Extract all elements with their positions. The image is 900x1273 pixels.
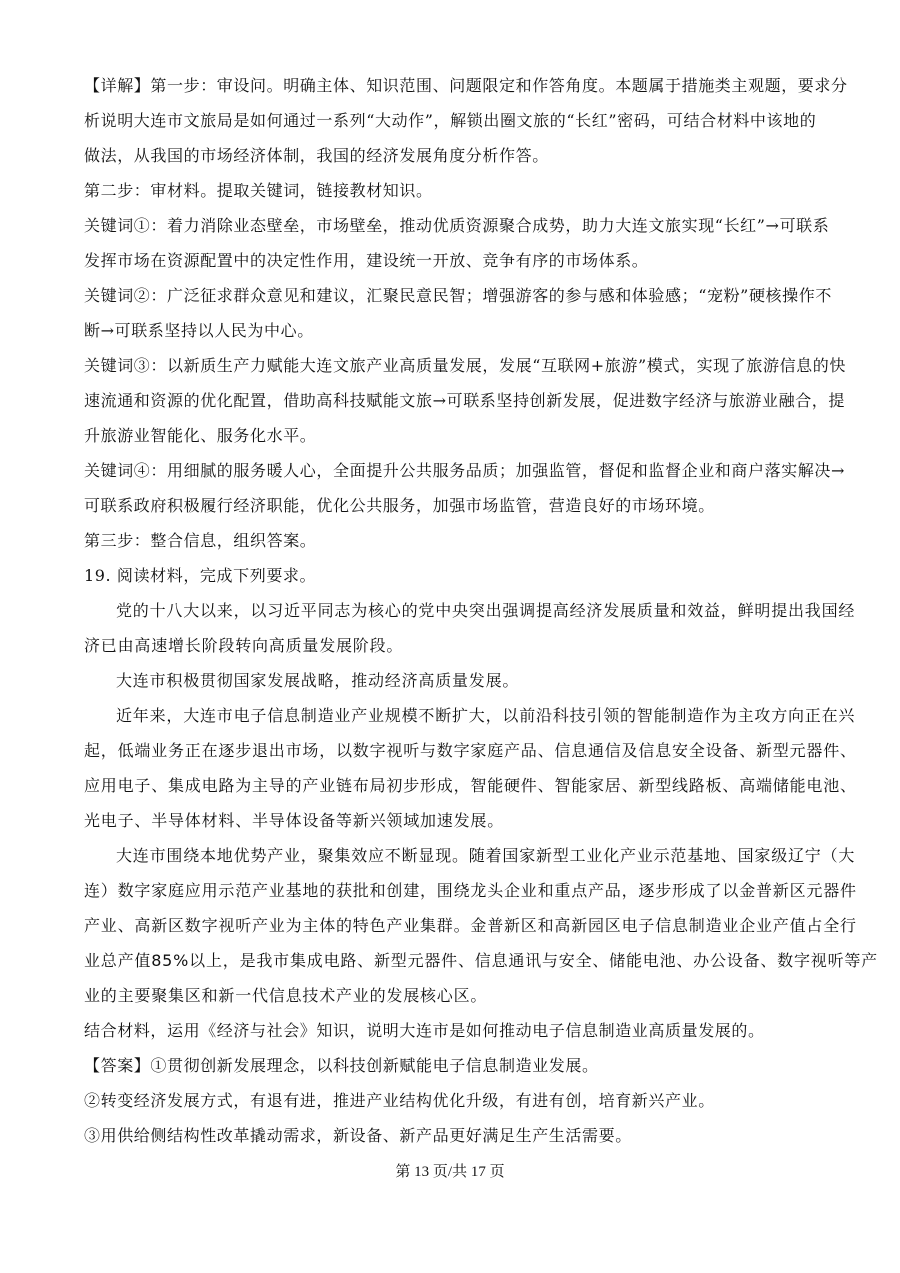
material-section bbox=[84, 593, 878, 1013]
material-line: 业总产值85%以上，是我市集成电路、新型元器件、信息通讯与安全、储能电池、办公设备、数字视听等产 bbox=[84, 951, 878, 970]
text-line: 发挥市场在资源配置中的决定性作用，建设统一开放、竞争有序的市场体系。 bbox=[84, 251, 649, 270]
text-line: 关键词①：着力消除业态壁垒，市场壁垒，推动优质资源聚合成势，助力大连文旅实现“长红”→可联系 bbox=[84, 216, 830, 235]
keyword-4-section bbox=[84, 453, 846, 593]
material-line: 光电子、半导体材料、半导体设备等新兴领域加速发展。 bbox=[84, 811, 505, 830]
material-line: 近年来，大连市电子信息制造业产业规模不断扩大，以前沿科技引领的智能制造作为主攻方向正在兴 bbox=[116, 706, 856, 725]
answer-line: 【答案】①贯彻创新发展理念，以科技创新赋能电子信息制造业发展。 bbox=[84, 1056, 599, 1075]
material-line: 应用电子、集成电路为主导的产业链布局初步形成，智能硬件、智能家居、新型线路板、高端储能电池、 bbox=[84, 776, 857, 795]
text-line: 可联系政府积极履行经济职能，优化公共服务，加强市场监管，营造良好的市场环境。 bbox=[84, 496, 715, 515]
material-line: 产业、高新区数字视听产业为主体的特色产业集群。金普新区和高新园区电子信息制造业企业产值占全行 bbox=[84, 916, 857, 935]
keyword-3-section bbox=[84, 348, 846, 453]
text-line: 析说明大连市文旅局是如何通过一系列“大动作”，解锁出圈文旅的“长红”密码，可结合材料中该地的 bbox=[84, 111, 817, 130]
text-line: 关键词②：广泛征求群众意见和建议，汇聚民意民智；增强游客的参与感和体验感；“宠粉”硬核操作不 bbox=[84, 286, 832, 305]
material-line: 大连市围绕本地优势产业，聚集效应不断显现。随着国家新型工业化产业示范基地、国家级辽宁（大 bbox=[116, 846, 856, 865]
text-line: 速流通和资源的优化配置，借助高科技赋能文旅→可联系坚持创新发展，促进数字经济与旅游业融合，提 bbox=[84, 391, 846, 410]
question-section bbox=[84, 1013, 814, 1048]
text-line: 【详解】第一步：审设问。明确主体、知识范围、问题限定和作答角度。本题属于措施类主观题，要求分 bbox=[84, 76, 848, 95]
page-number-footer: 第 13 页/共 17 页 bbox=[395, 1164, 505, 1180]
question-number-line: 19. 阅读材料，完成下列要求。 bbox=[84, 566, 317, 585]
text-line: 做法，从我国的市场经济体制，我国的经济发展角度分析作答。 bbox=[84, 146, 549, 165]
text-line: 关键词③：以新质生产力赋能大连文旅产业高质量发展，发展“互联网+旅游”模式，实现了旅游信息的快 bbox=[84, 356, 846, 375]
text-line: 第三步：整合信息，组织答案。 bbox=[84, 531, 317, 550]
answer-section bbox=[84, 1048, 814, 1153]
text-line: 关键词④：用细腻的服务暖人心，全面提升公共服务品质；加强监管，督促和监督企业和商户落实解决→ bbox=[84, 461, 846, 480]
text-line: 第二步：审材料。提取关键词，链接教材知识。 bbox=[84, 181, 433, 200]
material-line: 业的主要聚集区和新一代信息技术产业的发展核心区。 bbox=[84, 986, 488, 1005]
keyword-1-section bbox=[84, 208, 830, 278]
answer-line: ②转变经济发展方式，有退有进，推进产业结构优化升级，有进有创，培育新兴产业。 bbox=[84, 1091, 715, 1110]
document-body bbox=[84, 68, 878, 1153]
text-line: 升旅游业智能化、服务化水平。 bbox=[84, 426, 317, 445]
question-text: 结合材料，运用《经济与社会》知识，说明大连市是如何推动电子信息制造业高质量发展的。 bbox=[84, 1021, 765, 1040]
keyword-2-section bbox=[84, 278, 832, 348]
material-line: 党的十八大以来，以习近平同志为核心的党中央突出强调提高经济发展质量和效益，鲜明提出我国经 bbox=[116, 601, 856, 620]
material-line: 大连市积极贯彻国家发展战略，推动经济高质量发展。 bbox=[116, 671, 520, 690]
material-line: 济已由高速增长阶段转向高质量发展阶段。 bbox=[84, 636, 404, 655]
text-line: 断→可联系坚持以人民为中心。 bbox=[84, 321, 314, 340]
answer-line: ③用供给侧结构性改革撬动需求，新设备、新产品更好满足生产生活需要。 bbox=[84, 1126, 632, 1145]
material-line: 起，低端业务正在逐步退出市场，以数字视听与数字家庭产品、信息通信及信息安全设备、新型元器件、 bbox=[84, 741, 857, 760]
material-line: 连）数字家庭应用示范产业基地的获批和创建，围绕龙头企业和重点产品，逐步形成了以金普新区元器件 bbox=[84, 881, 857, 900]
detail-section bbox=[84, 68, 848, 208]
